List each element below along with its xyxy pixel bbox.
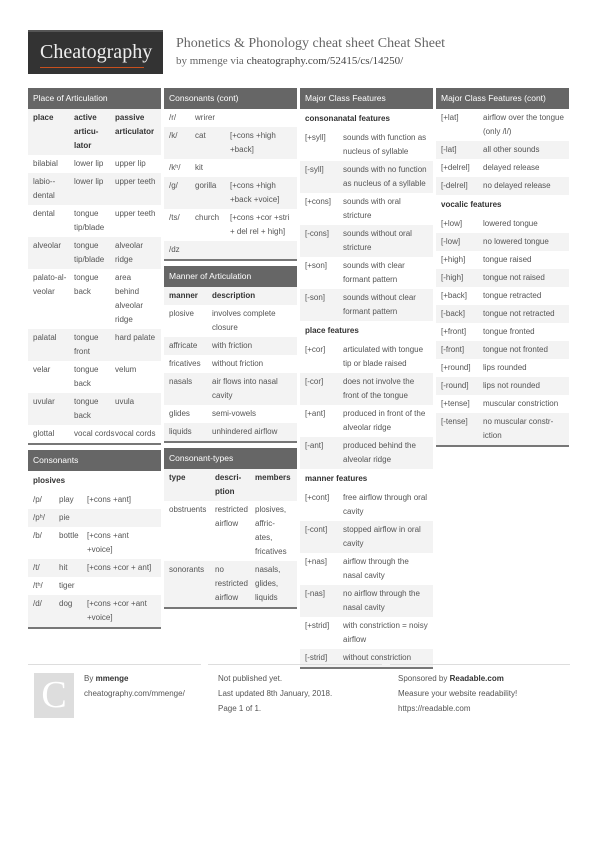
table-row xyxy=(436,141,569,159)
cell: [-cons] xyxy=(305,229,330,238)
cell: [+cons +ant] xyxy=(87,495,132,504)
cell: [+cons +high +back] xyxy=(230,131,276,154)
cell: free airflow through oral cavity xyxy=(343,493,428,516)
cell: [-back] xyxy=(441,309,466,318)
cell: [-tense] xyxy=(441,417,468,426)
cell: /b/ xyxy=(33,531,42,540)
rows xyxy=(164,305,297,441)
table-row xyxy=(300,257,433,289)
table-row xyxy=(436,359,569,377)
cell: lowered tongue xyxy=(483,219,538,228)
cell: tongue raised xyxy=(483,255,532,264)
cell: [+son] xyxy=(305,261,328,270)
table-row xyxy=(300,161,433,193)
cell: cat xyxy=(195,131,206,140)
table-row xyxy=(164,109,297,127)
table-row xyxy=(164,127,297,159)
cell: tongue back xyxy=(74,365,99,388)
table-row xyxy=(164,501,297,561)
sponsor-url[interactable]: https://readable.com xyxy=(398,704,471,713)
major-class-cont-box xyxy=(436,88,569,447)
column-2 xyxy=(164,88,297,614)
cell: play xyxy=(59,495,74,504)
cell: [-lat] xyxy=(441,145,457,154)
table-row xyxy=(300,289,433,321)
cell: obstruents xyxy=(169,505,207,514)
cell: without friction xyxy=(212,359,264,368)
cell: plosive xyxy=(169,309,194,318)
rows xyxy=(436,215,569,445)
table-row xyxy=(164,337,297,355)
section-heading: vocalic features xyxy=(441,200,502,209)
footer-sponsor xyxy=(390,664,570,724)
page-title: Phonetics & Phonology cheat sheet Cheat Sheet xyxy=(176,36,446,51)
cell: no muscular constr-iction xyxy=(483,417,554,440)
major-class-box xyxy=(300,88,433,669)
cell: semi-vowels xyxy=(212,409,257,418)
author-profile-link[interactable]: cheatography.com/mmenge/ xyxy=(84,689,185,698)
table-row xyxy=(300,617,433,649)
cell: palatal xyxy=(33,333,57,342)
cell: [-low] xyxy=(441,237,461,246)
cell xyxy=(230,243,292,257)
cell: unhindered airflow xyxy=(212,427,278,436)
cell: [+tense] xyxy=(441,399,470,408)
table-row xyxy=(28,329,161,361)
cell: alveolar xyxy=(33,241,62,250)
table-row xyxy=(436,377,569,395)
cell: [+nas] xyxy=(305,557,328,566)
manner-box xyxy=(164,266,297,443)
table-row xyxy=(28,393,161,425)
cell: lower lip xyxy=(74,159,104,168)
cell: no delayed release xyxy=(483,181,551,190)
cell: [+lat] xyxy=(441,113,459,122)
table-row xyxy=(300,553,433,585)
cell: airflow over the tongue (only /l/) xyxy=(483,113,564,136)
cell: wriɾer xyxy=(195,113,215,122)
table-row xyxy=(300,225,433,257)
logo-text: Cheatography xyxy=(40,41,153,63)
cell: [+delrel] xyxy=(441,163,470,172)
by-label: By xyxy=(84,674,94,683)
column-header: descri-ption xyxy=(215,473,242,496)
cell: tongue not raised xyxy=(483,273,545,282)
table-row xyxy=(436,233,569,251)
cell: /pʰ/ xyxy=(33,513,45,522)
cell: /dz xyxy=(169,245,180,254)
cell: sonorants xyxy=(169,565,205,574)
cell: uvular xyxy=(33,397,55,406)
table-row xyxy=(436,341,569,359)
cell: [+cons +cor +ant +voice] xyxy=(87,599,147,622)
table-row xyxy=(28,595,161,627)
cell: bilabial xyxy=(33,159,58,168)
table-row xyxy=(28,269,161,329)
table-row xyxy=(436,215,569,233)
rows xyxy=(436,109,569,195)
rows xyxy=(300,341,433,469)
header-row xyxy=(164,469,297,501)
page-number: Page 1 of 1. xyxy=(218,704,262,713)
table-row xyxy=(28,205,161,237)
cell: bottle xyxy=(59,531,79,540)
cell: area behind alveolar ridge xyxy=(115,273,144,324)
cell: restricted airflow xyxy=(215,505,248,528)
section-heading: consonanatal features xyxy=(305,114,390,123)
cell: hit xyxy=(59,563,68,572)
table-row xyxy=(436,159,569,177)
cell: no airflow through the nasal cavity xyxy=(343,589,420,612)
consonant-types-box xyxy=(164,448,297,609)
cell: does not involve the front of the tongue xyxy=(343,377,415,400)
table-row xyxy=(28,237,161,269)
place-of-articulation-box xyxy=(28,88,161,445)
rows xyxy=(300,129,433,321)
box-header: Manner of Articulation xyxy=(164,266,297,287)
table-row xyxy=(436,109,569,141)
cell: [-front] xyxy=(441,345,465,354)
cell: lips not rounded xyxy=(483,381,540,390)
table-row xyxy=(164,423,297,441)
cell: fricatives xyxy=(169,359,201,368)
cell: [+strid] xyxy=(305,621,330,630)
cell xyxy=(230,111,292,125)
column-4 xyxy=(436,88,569,452)
table-row xyxy=(436,323,569,341)
cell: [+low] xyxy=(441,219,463,228)
cell: [-high] xyxy=(441,273,464,282)
cell: [+syll] xyxy=(305,133,326,142)
cell: vocal cords xyxy=(115,429,156,438)
table-row xyxy=(436,413,569,445)
author-avatar: C xyxy=(34,673,74,718)
table-row xyxy=(300,373,433,405)
cell: sounds with function as nucleus of syllable xyxy=(343,133,427,156)
section-heading: manner features xyxy=(305,474,368,483)
cell: [+round] xyxy=(441,363,471,372)
author-line xyxy=(84,671,185,686)
box-header: Consonant-types xyxy=(164,448,297,469)
table-row xyxy=(28,491,161,509)
table-row xyxy=(28,425,161,443)
section-heading: place features xyxy=(305,326,359,335)
cell: air flows into nasal cavity xyxy=(212,377,278,400)
section-heading: plosives xyxy=(33,476,66,485)
header-row xyxy=(28,109,161,155)
table-row xyxy=(436,269,569,287)
cell: /d/ xyxy=(33,599,42,608)
cell: /r/ xyxy=(169,113,177,122)
sheet-url[interactable]: cheatography.com/52415/cs/14250/ xyxy=(246,55,404,67)
cell: /k/ xyxy=(169,131,178,140)
cell: dog xyxy=(59,599,73,608)
table-row xyxy=(164,405,297,423)
footer-author xyxy=(28,664,201,724)
table-row xyxy=(164,159,297,177)
cell: pie xyxy=(59,513,70,522)
cell: alveolar ridge xyxy=(115,241,144,264)
table-row xyxy=(436,395,569,413)
table-row xyxy=(164,177,297,209)
column-3 xyxy=(300,88,433,674)
column-header: passive articulator xyxy=(115,113,155,136)
cell: /g/ xyxy=(169,181,178,190)
rows xyxy=(164,501,297,607)
cell: sounds with no function as nucleus of a syllable xyxy=(343,165,427,188)
cell: tongue back xyxy=(74,273,99,296)
cell: /tʰ/ xyxy=(33,581,43,590)
cell: [-strid] xyxy=(305,653,328,662)
cell: hard palate xyxy=(115,333,156,342)
consonants-cont-box xyxy=(164,88,297,261)
rows xyxy=(28,155,161,443)
column-1 xyxy=(28,88,161,634)
table-row xyxy=(436,305,569,323)
cell: glides xyxy=(169,409,190,418)
header-row xyxy=(164,287,297,305)
table-row xyxy=(300,489,433,521)
cell: lower lip xyxy=(74,177,104,186)
table-row xyxy=(300,585,433,617)
table-row xyxy=(300,405,433,437)
cell: [+ant] xyxy=(305,409,326,418)
cell: church xyxy=(195,213,220,222)
cell: [+cons +high +back +voice] xyxy=(230,181,280,204)
cell: involves complete closure xyxy=(212,309,276,332)
cell: without constriction xyxy=(343,653,412,662)
column-header: description xyxy=(212,291,256,300)
cell: dental xyxy=(33,209,55,218)
table-row xyxy=(28,577,161,595)
cell: [+cons +cor + ant] xyxy=(87,563,152,572)
table-row xyxy=(28,173,161,205)
cell: kit xyxy=(195,163,203,172)
table-row xyxy=(300,521,433,553)
table-row xyxy=(300,341,433,373)
rows xyxy=(300,489,433,667)
cell: /ts/ xyxy=(169,213,180,222)
cell: [+front] xyxy=(441,327,467,336)
footer-status xyxy=(208,664,382,724)
cell: tongue retracted xyxy=(483,291,542,300)
publish-status: Not published yet. xyxy=(218,674,283,683)
cell: all other sounds xyxy=(483,145,540,154)
cell: [-nas] xyxy=(305,589,326,598)
table-row xyxy=(164,305,297,337)
cell: produced in front of the alveolar ridge xyxy=(343,409,426,432)
box-header: Major Class Features (cont) xyxy=(436,88,569,109)
cell: /kʰ/ xyxy=(169,163,181,172)
author-name[interactable]: mmenge xyxy=(95,674,129,683)
cell: tongue tip/blade xyxy=(74,209,105,232)
cell: palato-al-veolar xyxy=(33,273,67,296)
column-header: type xyxy=(169,473,186,482)
column-header: place xyxy=(33,113,54,122)
sponsor-name[interactable]: Readable.com xyxy=(449,674,504,683)
cell: tongue tip/blade xyxy=(74,241,105,264)
table-row xyxy=(28,155,161,173)
table-row xyxy=(28,509,161,527)
rows xyxy=(164,109,297,259)
table-row xyxy=(28,527,161,559)
box-header: Consonants xyxy=(28,450,161,471)
cell: [-son] xyxy=(305,293,326,302)
table-row xyxy=(164,355,297,373)
cheatography-logo[interactable] xyxy=(28,30,163,74)
cell: [-round] xyxy=(441,381,469,390)
cell: no restricted airflow xyxy=(215,565,248,602)
table-row xyxy=(164,373,297,405)
table-row xyxy=(436,177,569,195)
table-row xyxy=(436,251,569,269)
cell: tiger xyxy=(59,581,75,590)
logo-underline xyxy=(40,67,144,68)
cell: vocal cords xyxy=(74,429,115,438)
cell: with constriction = noisy airflow xyxy=(343,621,428,644)
cell: /p/ xyxy=(33,495,42,504)
column-header: members xyxy=(255,473,291,482)
cell: tongue not fronted xyxy=(483,345,548,354)
column-header: manner xyxy=(169,291,198,300)
table-row xyxy=(28,361,161,393)
cell: [+high] xyxy=(441,255,466,264)
cell: [-cont] xyxy=(305,525,328,534)
cell: delayed release xyxy=(483,163,540,172)
cell: velar xyxy=(33,365,51,374)
cell: [+cor] xyxy=(305,345,326,354)
cell: tongue back xyxy=(74,397,99,420)
cell: airflow through the nasal cavity xyxy=(343,557,409,580)
last-updated: Last updated 8th January, 2018. xyxy=(218,689,333,698)
cell: [-cor] xyxy=(305,377,324,386)
cell: upper lip xyxy=(115,159,146,168)
byline-text: by mmenge via xyxy=(176,55,244,67)
box-header: Consonants (cont) xyxy=(164,88,297,109)
column-header: active articu-lator xyxy=(74,113,99,150)
table-row xyxy=(164,241,297,259)
sponsor-tagline: Measure your website readability! xyxy=(398,689,518,698)
cell: tongue front xyxy=(74,333,99,356)
table-row xyxy=(164,209,297,241)
cell: sounds with clear formant pattern xyxy=(343,261,405,284)
cell: muscular constriction xyxy=(483,399,559,408)
table-row xyxy=(300,129,433,161)
cell: affricate xyxy=(169,341,198,350)
cell xyxy=(195,243,230,257)
sponsor-line xyxy=(398,671,562,686)
cell: velum xyxy=(115,365,137,374)
rows xyxy=(28,491,161,627)
cell: plosives, affric-ates, fricatives xyxy=(255,505,287,556)
cell: [+cons +ant +voice] xyxy=(87,531,129,554)
cell xyxy=(230,161,292,175)
cell: [-ant] xyxy=(305,441,324,450)
table-row xyxy=(28,559,161,577)
cell: [-syll] xyxy=(305,165,324,174)
consonants-box xyxy=(28,450,161,629)
cell: produced behind the alveolar ridge xyxy=(343,441,416,464)
cell: sounds with oral stricture xyxy=(343,197,401,220)
cell: articulated with tongue tip or blade raised xyxy=(343,345,424,368)
cell: labio--dental xyxy=(33,177,56,200)
cell: stopped airflow in oral cavity xyxy=(343,525,421,548)
cell: tongue fronted xyxy=(483,327,535,336)
table-row xyxy=(300,193,433,225)
cell: [+cons] xyxy=(305,197,332,206)
table-row xyxy=(300,437,433,469)
cell: uvula xyxy=(115,397,135,406)
cell: [-delrel] xyxy=(441,181,468,190)
cell: no lowered tongue xyxy=(483,237,549,246)
cell: gorilla xyxy=(195,181,217,190)
table-row xyxy=(164,561,297,607)
cell xyxy=(87,579,156,593)
cell: sounds without clear formant pattern xyxy=(343,293,416,316)
cell: upper teeth xyxy=(115,177,156,186)
box-header: Major Class Features xyxy=(300,88,433,109)
cell xyxy=(87,511,156,525)
cell: with friction xyxy=(212,341,253,350)
cell: glottal xyxy=(33,429,55,438)
cell: sounds without oral stricture xyxy=(343,229,412,252)
byline xyxy=(176,55,403,67)
cell: upper teeth xyxy=(115,209,156,218)
cell: [+cons +cor +stri + del rel + high] xyxy=(230,213,290,236)
cell: /t/ xyxy=(33,563,40,572)
cell: liquids xyxy=(169,427,192,436)
cell: nasals, glides, liquids xyxy=(255,565,281,602)
cell: [+back] xyxy=(441,291,468,300)
cell: lips rounded xyxy=(483,363,527,372)
table-row xyxy=(436,287,569,305)
sponsor-label: Sponsored by xyxy=(398,674,448,683)
cell: [+cont] xyxy=(305,493,330,502)
box-header: Place of Articulation xyxy=(28,88,161,109)
cell: nasals xyxy=(169,377,193,386)
cell: tongue not retracted xyxy=(483,309,555,318)
